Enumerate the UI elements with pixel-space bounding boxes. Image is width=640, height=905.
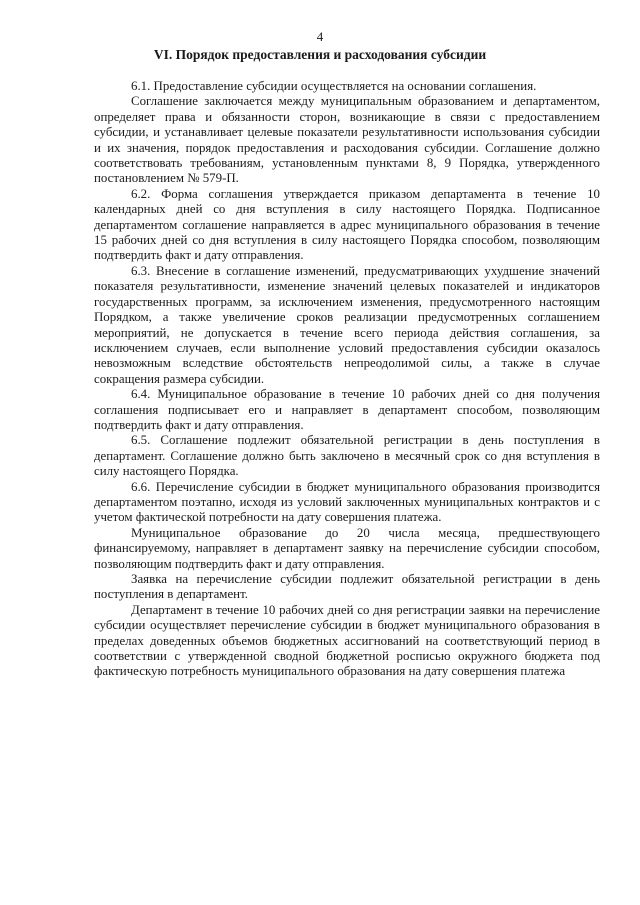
paragraph-application-deadline: Муниципальное образование до 20 числа месяца, предшествующего финансируемому, направляет в департамент заявку на перечисление субсидии способом, позволяющим подтвердить факт и дату отправления. [94, 525, 600, 571]
section-title: VI. Порядок предоставления и расходования субсидии [153, 47, 487, 62]
paragraph-6-1: 6.1. Предоставление субсидии осуществляется на основании соглашения. [131, 79, 537, 93]
paragraph-transfer: Департамент в течение 10 рабочих дней со дня регистрации заявки на перечисление субсидии осуществляет перечисление субсидии в бюджет муниципального образования в пределах доведенных объемов бюджетных ассигнований на соответствующий период в соответствии с утвержденной сводной бюджетной росписью окружного бюджета под фактическую потребность муниципального образования на дату совершения платежа [94, 602, 600, 679]
paragraph-application-registration: Заявка на перечисление субсидии подлежит обязательной регистрации в день поступления в департамент. [94, 572, 600, 602]
paragraph-agreement-terms: Соглашение заключается между муниципальным образованием и департаментом, определяет права и обязанности сторон, возникающие в связи с предоставлением субсидии, и устанавливает целевые показатели результативности использования субсидии и их значения, порядок предоставления и расходования субсидии. Соглашение должно соответствовать требованиям, установленным пунктами 8, 9 Порядка, утвержденного постановлением № 579-П. [94, 94, 600, 186]
paragraph-6-5: 6.5. Соглашение подлежит обязательной регистрации в день поступления в департамент. Соглашение должно быть заключено в месячный срок со дня вступления в силу настоящего Порядка. [94, 433, 600, 479]
paragraph-6-6: 6.6. Перечисление субсидии в бюджет муниципального образования производится департаментом поэтапно, исходя из условий заключенных муниципальных контрактов и с учетом фактической потребности на дату совершения платежа. [94, 479, 600, 525]
paragraph-6-2: 6.2. Форма соглашения утверждается приказом департамента в течение 10 календарных дней со дня вступления в силу настоящего Порядка. Подписанное департаментом соглашение направляется в адрес муниципального образования в течение 15 рабочих дней со дня вступления в силу настоящего Порядка способом, позволяющим подтвердить факт и дату отправления. [94, 186, 600, 263]
page-number: 4 [316, 29, 324, 44]
document-body [94, 79, 600, 680]
paragraph-6-4: 6.4. Муниципальное образование в течение 10 рабочих дней со дня получения соглашения подписывает его и направляет в департамент способом, позволяющим подтвердить факт и дату отправления. [94, 387, 600, 432]
paragraph-6-3: 6.3. Внесение в соглашение изменений, предусматривающих ухудшение значений показателя результативности, изменение значений целевых показателей и индикаторов государственных программ, за исключением изменения, предусмотренного настоящим Порядком, а также увеличение сроков реализации предусмотренных соглашением мероприятий, не допускается в течение всего периода действия соглашения, за исключением случаев, если выполнение условий предоставления субсидии оказалось невозможным вследствие обстоятельств непреодолимой силы, а также в случае сокращения размера субсидии. [94, 263, 600, 386]
